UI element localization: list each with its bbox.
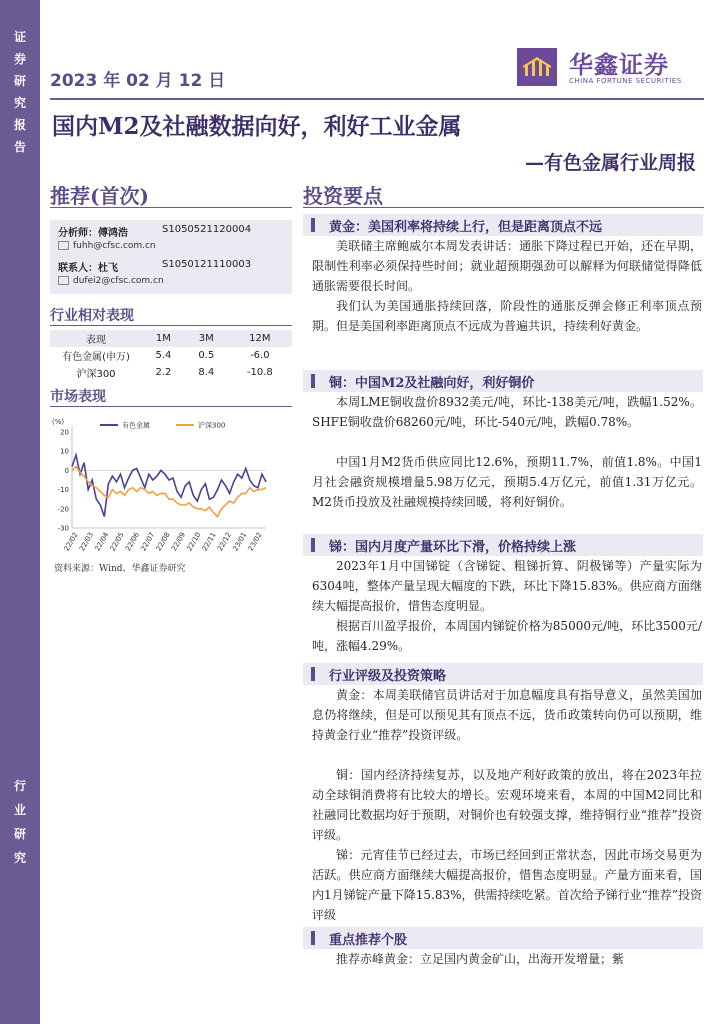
- table-header-cell: 12M: [249, 333, 271, 344]
- market-heading: 市场表现: [50, 389, 106, 405]
- table-cell: 沪深300: [76, 369, 116, 380]
- section-paragraph: 黄金：本周美联储官员讲话对于加息幅度具有指导意义，虽然美国加息仍将继续，但是可以预见其有顶点不远，货币政策转向仍可以预期，维持黄金行业“推荐”投资评级。: [312, 688, 702, 742]
- section-paragraph: 铜：国内经济持续复苏，以及地产利好政策的放出，将在2023年拉动全球铜消费将有比较大的增长。宏观环境来看，本周的中国M2同比和社融同比数据均好于预期，对铜价也有较强支撑，维持铜行业“推荐”投资评级。: [312, 768, 702, 842]
- x-tick-label: 23/01: [231, 531, 249, 553]
- x-tick-label: 22/06: [124, 531, 142, 553]
- section-paragraph: 推荐赤峰黄金：立足国内黄金矿山，出海开发增量；紫: [336, 952, 625, 966]
- table-cell: -6.0: [250, 350, 270, 361]
- analyst-email[interactable]: fuhh@cfsc.com.cn: [73, 241, 156, 251]
- section-marker-icon: [311, 218, 315, 232]
- header-divider: [50, 98, 704, 100]
- analyst-email-row[interactable]: [58, 241, 156, 251]
- x-tick-label: 22/07: [139, 531, 157, 553]
- table-header-cell: 表现: [86, 335, 106, 346]
- contact-name: [58, 259, 118, 274]
- logo-chinese-name: 华鑫证券: [569, 51, 669, 79]
- chart-source: 资料来源：Wind、华鑫证券研究: [54, 564, 186, 574]
- section-paragraph: 我们认为美国通胀持续回落，阶段性的通胀反弹会修正利率顶点预期。但是美国利率距离顶点不远成为普遍共识，持续利好黄金。: [312, 299, 702, 333]
- section-paragraph: 2023年1月中国锑锭（含锑锭、粗锑折算、阴极锑等）产量实际为6304吨，整体产量呈现大幅度的下跌，环比下降15.83%。供应商方面继续大幅提高报价，惜售态度明显。: [312, 559, 702, 613]
- table-cell: 2.2: [155, 367, 172, 378]
- report-date: 2023 年 02 月 12 日: [50, 71, 226, 91]
- table-row: [50, 364, 292, 381]
- left-sidebar: [0, 0, 40, 1024]
- series-line-nonferrous: [72, 455, 266, 517]
- section-marker-icon: [311, 667, 315, 681]
- section-marker-icon: [311, 538, 315, 552]
- logo-english-name: CHINA FORTUNE SECURITIES: [569, 77, 682, 85]
- legend-label: 沪深300: [198, 421, 226, 430]
- x-tick-label: 22/11: [200, 531, 218, 553]
- x-tick-label: 22/12: [216, 531, 234, 553]
- performance-heading: 行业相对表现: [50, 308, 134, 324]
- y-tick-label: -20: [57, 505, 69, 514]
- section-heading-text: 行业评级及投资策略: [329, 669, 447, 684]
- x-tick-label: 23/02: [246, 531, 264, 553]
- chart-unit-label: (%): [52, 418, 65, 426]
- table-cell: -10.8: [246, 367, 273, 378]
- x-tick-label: 22/10: [185, 531, 203, 553]
- y-tick-label: -10: [57, 486, 69, 495]
- right-column-divider: [303, 207, 704, 208]
- market-performance-chart: [50, 412, 292, 562]
- sidebar-bottom-text: 行业研究: [13, 779, 26, 865]
- report-subtitle: —有色金属行业周报: [524, 152, 696, 174]
- x-tick-label: 22/03: [78, 531, 96, 553]
- table-cell: 8.4: [198, 367, 215, 378]
- table-cell: 5.4: [155, 350, 172, 361]
- section-marker-icon: [311, 374, 315, 388]
- x-tick-label: 22/08: [154, 531, 172, 553]
- section-paragraph: 锑：元宵佳节已经过去，市场已经回到正常状态，因此市场交易更为活跃。供应商方面继续大幅提高报价，惜售态度明显。产量方面来看，国内1月锑锭产量下降15.83%，供需持续吃紧。首次给予锑行业“推荐”投资评级: [312, 848, 702, 922]
- x-tick-label: 22/04: [93, 531, 111, 553]
- section-heading: [303, 927, 703, 949]
- section-heading: [303, 534, 703, 556]
- sidebar-label-bottom: [0, 774, 40, 870]
- performance-divider: [50, 325, 292, 326]
- market-divider: [50, 406, 292, 407]
- section-heading: [303, 370, 703, 392]
- analyst-box: [50, 220, 292, 294]
- sidebar-label-top: [0, 26, 40, 158]
- y-tick-label: 0: [64, 466, 69, 475]
- industry-rating: 推荐(首次): [50, 184, 149, 208]
- x-tick-label: 22/02: [62, 531, 80, 553]
- section-heading-text: 重点推荐个股: [329, 933, 408, 948]
- contact-email-row[interactable]: [58, 276, 164, 286]
- section-paragraph: 根据百川盈孚报价，本周国内锑锭价格为85000元/吨，环比3500元/吨，涨幅4.29%。: [312, 619, 702, 653]
- y-tick-label: 10: [60, 447, 69, 456]
- section-heading-text: 铜：中国M2及社融向好，利好铜价: [329, 376, 535, 391]
- y-tick-label: -30: [57, 524, 69, 533]
- x-tick-label: 22/09: [170, 531, 188, 553]
- section-paragraph: 美联储主席鲍威尔本周发表讲话：通胀下降过程已开始，还在早期，限制性利率必须保持些时间；就业超预期强劲可以解释为何联储觉得降低通胀需要很长时间。: [312, 239, 702, 293]
- table-header-cell: 1M: [155, 333, 171, 344]
- section-paragraph: 本周LME铜收盘价8932美元/吨，环比-138美元/吨，跌幅1.52%。SHFE铜收盘价68260元/吨，环比-540元/吨，跌幅0.78%。: [312, 395, 702, 429]
- section-heading: [303, 214, 703, 236]
- legend-label: 有色金属: [122, 421, 150, 430]
- x-tick-label: 22/05: [108, 531, 126, 553]
- table-header-row: [50, 330, 292, 347]
- table-cell: 有色金属(申万): [62, 352, 130, 363]
- sidebar-top-text: 证券研究报告: [13, 30, 26, 154]
- analyst-cert-code: S1050521120004: [162, 224, 252, 235]
- logo-mark-icon: [517, 48, 557, 86]
- performance-table: [50, 330, 292, 381]
- contact-email[interactable]: dufei2@cfsc.com.cn: [73, 276, 164, 286]
- contact-label: 联系人：杜飞: [58, 263, 118, 274]
- table-row: [50, 347, 292, 364]
- table-cell: 0.5: [198, 350, 215, 361]
- table-header-cell: 3M: [198, 333, 214, 344]
- contact-cert-code: S1050121110003: [162, 259, 252, 270]
- section-heading: [303, 663, 703, 685]
- envelope-icon: [58, 276, 69, 285]
- analyst-label: 分析师：傅鸿浩: [58, 228, 128, 239]
- section-heading-text: 黄金：美国利率将持续上行，但是距离顶点不远: [329, 220, 603, 235]
- analyst-name: [58, 224, 128, 239]
- left-column-divider: [50, 207, 292, 208]
- company-logo: [517, 43, 717, 91]
- section-marker-icon: [311, 931, 315, 945]
- y-tick-label: 20: [60, 428, 69, 437]
- section-heading-text: 锑：国内月度产量环比下滑，价格持续上涨: [329, 540, 577, 555]
- envelope-icon: [58, 241, 69, 250]
- report-title: 国内M2及社融数据向好，利好工业金属: [52, 113, 462, 140]
- section-paragraph: 中国1月M2货币供应同比12.6%，预期11.7%，前值1.8%。中国1月社会融资规模增量5.98万亿元，预期5.4万亿元，前值1.31万亿元。M2货币投放及社融规模持续回暖，将利好铜价。: [312, 455, 702, 509]
- key-points-heading: 投资要点: [303, 184, 383, 208]
